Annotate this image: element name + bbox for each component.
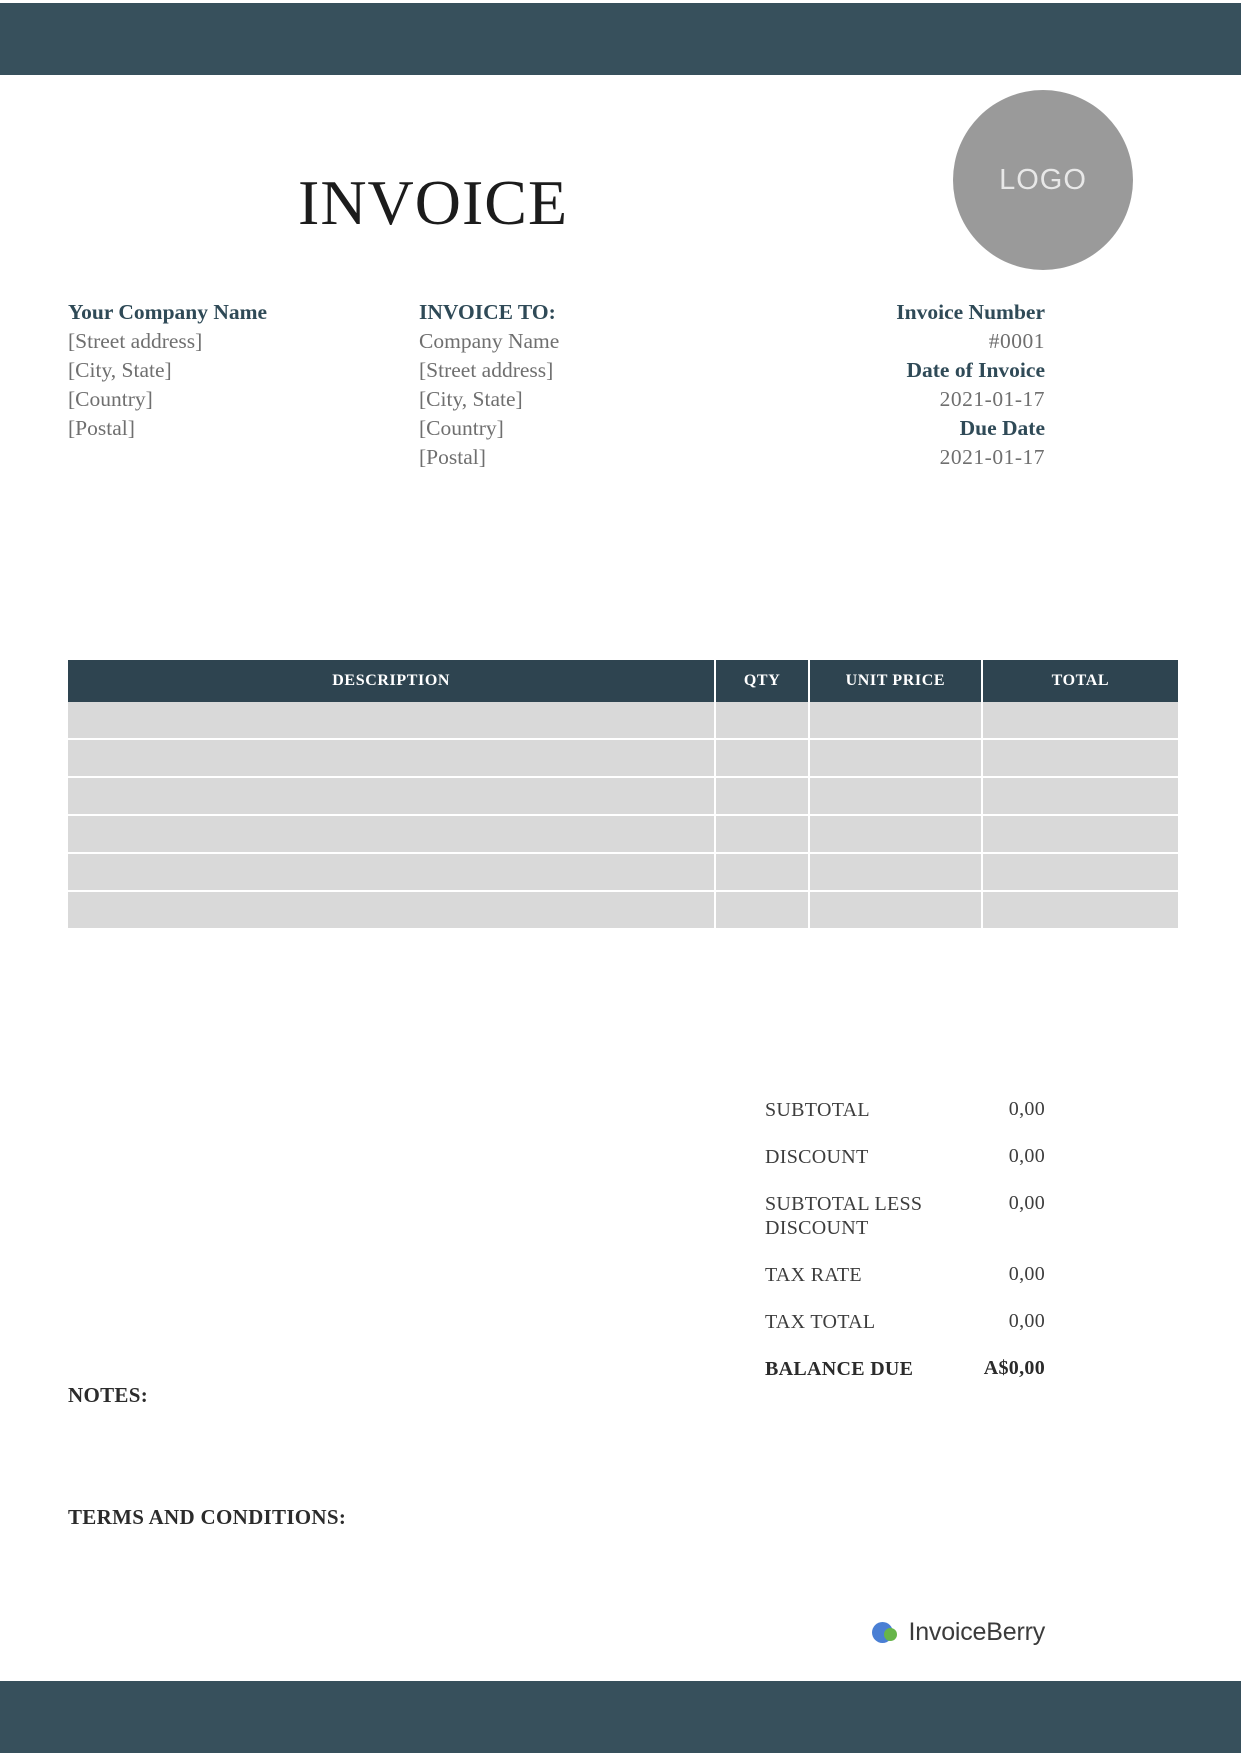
recipient-city-state: [City, State]: [419, 387, 523, 411]
cell-total[interactable]: [982, 702, 1178, 739]
recipient-country: [Country]: [419, 416, 504, 440]
tax-total-label: TAX TOTAL: [765, 1311, 876, 1333]
table-row[interactable]: [68, 777, 1178, 815]
tax-rate-label: TAX RATE: [765, 1264, 862, 1286]
page-title: INVOICE: [298, 167, 569, 238]
column-header-description: DESCRIPTION: [68, 660, 715, 702]
cell-description[interactable]: [68, 815, 715, 853]
column-header-qty: QTY: [715, 660, 809, 702]
address-section: [0, 298, 1241, 508]
cell-description[interactable]: [68, 739, 715, 777]
cell-qty[interactable]: [715, 739, 809, 777]
discount-value: 0,00: [1008, 1145, 1045, 1167]
balance-due-value: A$0,00: [983, 1357, 1045, 1379]
invoice-to-heading: INVOICE TO:: [419, 300, 556, 324]
cell-total[interactable]: [982, 853, 1178, 891]
table-row[interactable]: [68, 815, 1178, 853]
cell-qty[interactable]: [715, 815, 809, 853]
recipient-address-block: [419, 298, 559, 472]
bottom-decorative-bar: [0, 1678, 1241, 1756]
table-row[interactable]: [68, 891, 1178, 929]
title-row: [0, 78, 1241, 288]
cell-unit-price[interactable]: [809, 815, 982, 853]
totals-row-subtotal: [765, 1098, 1045, 1122]
invoice-number-label: Invoice Number: [896, 300, 1045, 324]
cell-total[interactable]: [982, 739, 1178, 777]
cell-qty[interactable]: [715, 853, 809, 891]
sender-postal: [Postal]: [68, 416, 135, 440]
invoice-number-value: #0001: [988, 329, 1045, 353]
cell-unit-price[interactable]: [809, 853, 982, 891]
invoiceberry-brand: [872, 1618, 1045, 1647]
totals-section: [765, 1098, 1045, 1381]
brand-name: InvoiceBerry: [908, 1618, 1045, 1646]
recipient-postal: [Postal]: [419, 445, 486, 469]
table-row[interactable]: [68, 853, 1178, 891]
totals-row-discount: [765, 1145, 1045, 1169]
line-items-table-wrap: [68, 660, 1178, 930]
cell-total[interactable]: [982, 815, 1178, 853]
totals-row-balance-due: [765, 1357, 1045, 1381]
table-body: [68, 702, 1178, 929]
date-of-invoice-value: 2021-01-17: [939, 387, 1045, 411]
logo-placeholder: LOGO: [953, 90, 1133, 270]
top-decorative-bar: [0, 0, 1241, 78]
subtotal-less-discount-label: SUBTOTAL LESS DISCOUNT: [765, 1193, 923, 1239]
sender-street: [Street address]: [68, 329, 203, 353]
cell-qty[interactable]: [715, 777, 809, 815]
cell-unit-price[interactable]: [809, 739, 982, 777]
cell-description[interactable]: [68, 777, 715, 815]
sender-address-block: [68, 298, 267, 443]
sender-company-name: Your Company Name: [68, 300, 268, 324]
totals-row-tax-rate: [765, 1263, 1045, 1287]
tax-total-value: 0,00: [1008, 1310, 1045, 1332]
recipient-street: [Street address]: [419, 358, 554, 382]
subtotal-label: SUBTOTAL: [765, 1099, 870, 1121]
table-row[interactable]: [68, 702, 1178, 739]
cell-description[interactable]: [68, 853, 715, 891]
invoiceberry-logo-icon: [872, 1620, 898, 1646]
terms-and-conditions-label: TERMS AND CONDITIONS:: [68, 1505, 347, 1529]
invoice-content: [0, 78, 1241, 1646]
table-header-row: [68, 660, 1178, 702]
line-items-table: [68, 660, 1178, 930]
notes-label: NOTES:: [68, 1383, 148, 1407]
date-of-invoice-label: Date of Invoice: [906, 358, 1045, 382]
cell-description[interactable]: [68, 891, 715, 929]
cell-unit-price[interactable]: [809, 702, 982, 739]
cell-total[interactable]: [982, 777, 1178, 815]
due-date-label: Due Date: [959, 416, 1045, 440]
sender-city-state: [City, State]: [68, 358, 172, 382]
recipient-company-name: Company Name: [419, 329, 560, 353]
cell-description[interactable]: [68, 702, 715, 739]
tax-rate-value: 0,00: [1008, 1263, 1045, 1285]
column-header-total: TOTAL: [982, 660, 1178, 702]
invoice-meta-block: [645, 298, 1045, 472]
column-header-unit-price: UNIT PRICE: [809, 660, 982, 702]
due-date-value: 2021-01-17: [939, 445, 1045, 469]
totals-row-subtotal-less-discount: [765, 1192, 1045, 1240]
table-header: [68, 660, 1178, 702]
table-row[interactable]: [68, 739, 1178, 777]
cell-unit-price[interactable]: [809, 777, 982, 815]
balance-due-label: BALANCE DUE: [765, 1358, 914, 1380]
subtotal-less-discount-value: 0,00: [1008, 1192, 1045, 1214]
cell-total[interactable]: [982, 891, 1178, 929]
cell-qty[interactable]: [715, 891, 809, 929]
cell-qty[interactable]: [715, 702, 809, 739]
cell-unit-price[interactable]: [809, 891, 982, 929]
subtotal-value: 0,00: [1008, 1098, 1045, 1120]
totals-row-tax-total: [765, 1310, 1045, 1334]
sender-country: [Country]: [68, 387, 153, 411]
discount-label: DISCOUNT: [765, 1146, 869, 1168]
